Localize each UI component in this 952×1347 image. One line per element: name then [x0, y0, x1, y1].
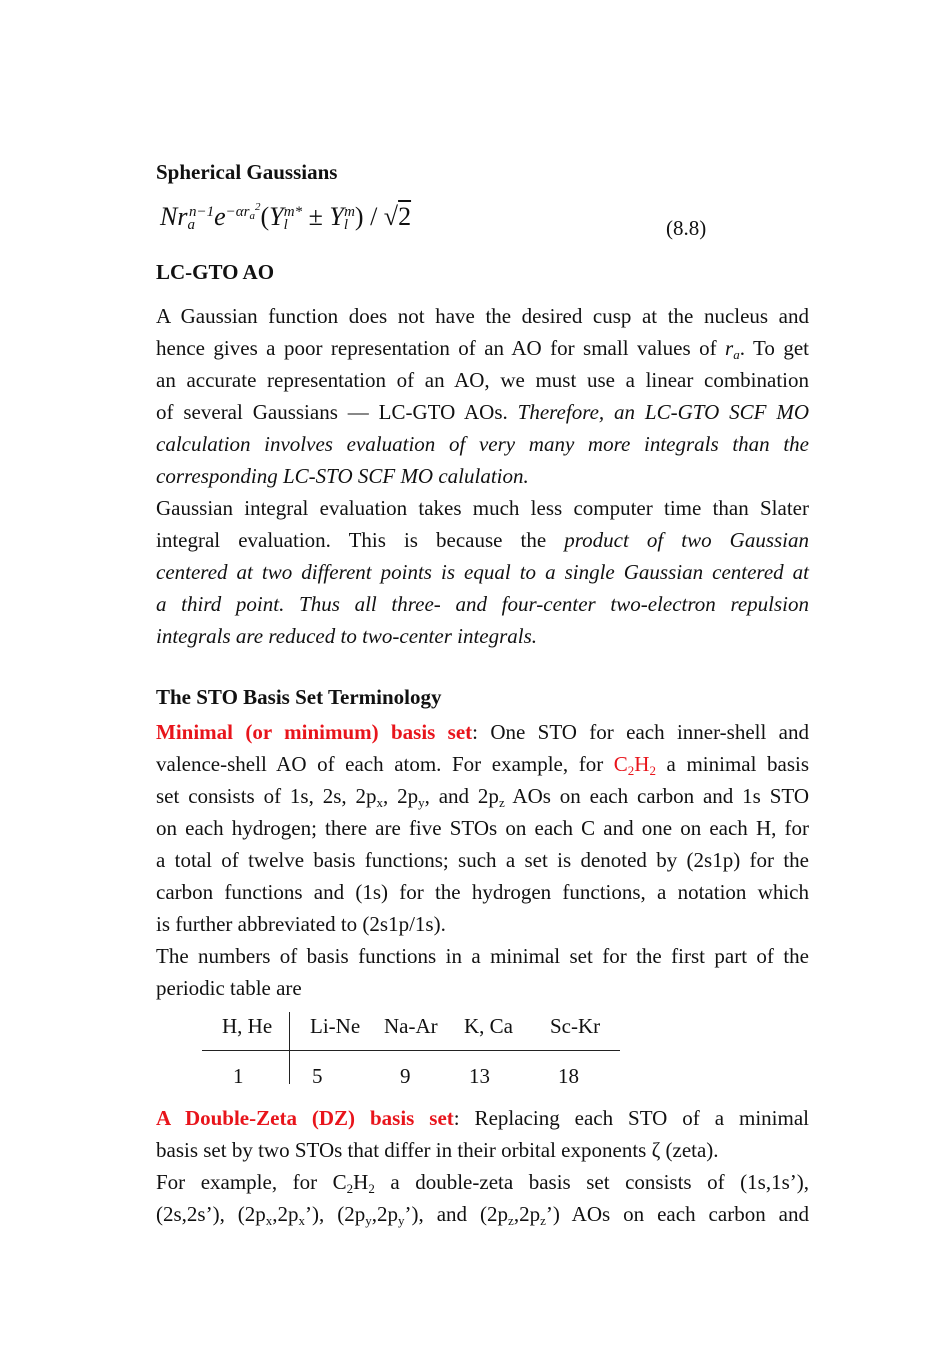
text-line: calculation involves evaluation of very many more integrals than the — [156, 432, 809, 456]
text-line: is further abbreviated to (2s1p/1s). — [156, 912, 446, 936]
text-line: Minimal (or minimum) basis set: One STO for each inner-shell and — [156, 720, 809, 744]
table-header: K, Ca — [464, 1014, 513, 1038]
text-line: carbon functions and (1s) for the hydrogen functions, a notation which — [156, 880, 809, 904]
text-line: periodic table are — [156, 976, 302, 1000]
table-header: Na-Ar — [384, 1014, 438, 1038]
text-line: a third point. Thus all three- and four-center two-electron repulsion — [156, 592, 809, 616]
formula-c2h2: $C_2H_2$ — [613, 752, 656, 778]
table-header: H, He — [222, 1014, 273, 1038]
text-line: A Gaussian function does not have the desired cusp at the nucleus and — [156, 304, 809, 328]
table-cell: 18 — [558, 1064, 579, 1088]
table-header: Sc-Kr — [550, 1014, 601, 1038]
text-line: centered at two different points is equal to a single Gaussian centered at — [156, 560, 809, 584]
equation-number: (8.8) — [666, 216, 707, 240]
text-line: (2s,2s’), $(2p_x,2p_x’)$, $(2p_y,2p_y’)$, and $(2p_z,2p_z’)$ AOs on each carbon and — [156, 1202, 809, 1228]
table-cell: 5 — [312, 1064, 323, 1088]
text-line: basis set by two STOs that differ in their orbital exponents ζ (zeta). — [156, 1138, 719, 1162]
table-cell: 1 — [233, 1064, 244, 1088]
table-divider-vertical — [289, 1012, 290, 1084]
table-divider-horizontal — [202, 1050, 620, 1051]
text-line: For example, for $C_2H_2$ a double-zeta basis set consists of (1s,1s’), — [156, 1170, 809, 1196]
term-minimal-basis: Minimal (or minimum) basis set — [156, 720, 473, 744]
paragraph-minimal-basis — [156, 716, 809, 1004]
equation-8-8: $Nr_a^{n-1}e^{-\alpha r_a^2}(Y_l^{m*} \pm Y_l^m) / √2$ — [160, 201, 412, 233]
table-cell: 13 — [469, 1064, 490, 1088]
text-line: A Double-Zeta (DZ) basis set: Replacing each STO of a minimal — [156, 1106, 809, 1130]
text-line: set consists of 1s, 2s, $2p_x$, $2p_y$, and $2p_z$ AOs on each carbon and 1s STO — [156, 784, 809, 810]
text-line: on each hydrogen; there are five STOs on each C and one on each H, for — [156, 816, 809, 840]
basis-count-table — [202, 1010, 620, 1088]
paragraph-double-zeta — [156, 1102, 809, 1230]
heading-sto-terminology: The STO Basis Set Terminology — [156, 685, 442, 709]
text-line: corresponding LC-STO SCF MO calulation. — [156, 464, 529, 488]
text-line: hence gives a poor representation of an AO for small values of $r_a$. To get — [156, 336, 809, 362]
text-line: valence-shell AO of each atom. For example, for $C_2H_2$ a minimal basis — [156, 752, 810, 778]
term-double-zeta: A Double-Zeta (DZ) basis set — [156, 1106, 454, 1130]
paragraph-lc-gto — [156, 300, 809, 652]
table-cell: 9 — [400, 1064, 411, 1088]
text-line: a total of twelve basis functions; such a set is denoted by (2s1p) for the — [156, 848, 809, 872]
heading-spherical-gaussians: Spherical Gaussians — [156, 160, 338, 184]
text-line: of several Gaussians — LC-GTO AOs. Therefore, an LC-GTO SCF MO — [156, 400, 809, 424]
heading-lc-gto-ao: LC-GTO AO — [156, 260, 275, 284]
text-line: Gaussian integral evaluation takes much less computer time than Slater — [156, 496, 809, 520]
table-header: Li-Ne — [310, 1014, 361, 1038]
text-line: The numbers of basis functions in a minimal set for the first part of the — [156, 944, 809, 968]
text-line: an accurate representation of an AO, we must use a linear combination — [156, 368, 809, 392]
text-line: integral evaluation. This is because the product of two Gaussian — [156, 528, 809, 552]
text-line: integrals are reduced to two-center integrals. — [156, 624, 538, 648]
